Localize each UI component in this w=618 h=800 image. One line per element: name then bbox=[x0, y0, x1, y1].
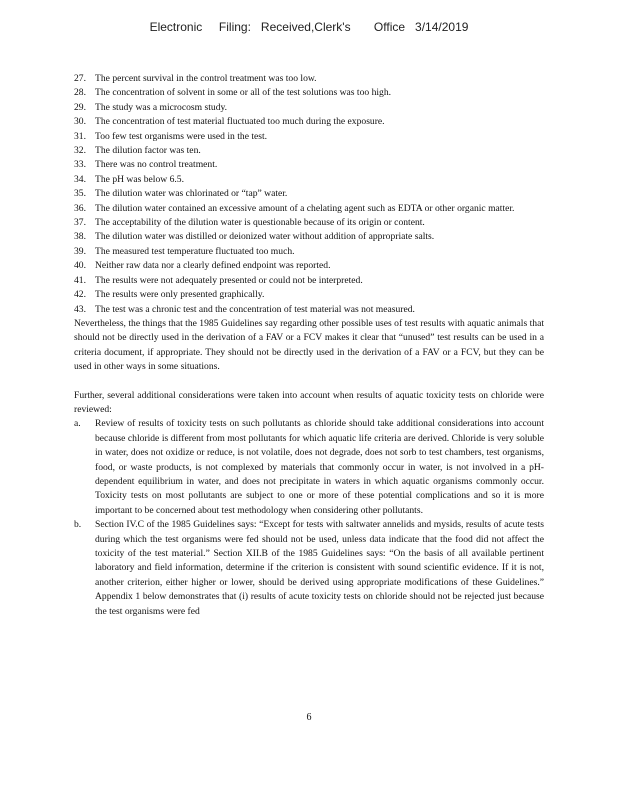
numbered-list-item bbox=[74, 245, 544, 259]
list-item-number: 30. bbox=[74, 116, 86, 128]
numbered-list-item bbox=[74, 101, 544, 115]
list-item-number: 38. bbox=[74, 231, 86, 243]
numbered-list-item bbox=[74, 303, 544, 317]
list-item-text: Neither raw data nor a clearly defined endpoint was reported. bbox=[95, 260, 331, 272]
list-item-text: The results were only presented graphically. bbox=[95, 289, 265, 301]
paragraph-further: Further, several additional considerations were taken into account when results of aquatic toxicity tests on chloride were reviewed: bbox=[74, 389, 544, 415]
paragraph-nevertheless: Nevertheless, the things that the 1985 Guidelines say regarding other possible uses of test results with aquatic animals that should not be directly used in the derivation of a FAV or a FCV makes it clear that “unused” test results can be used in a criteria document, if appropriate. They should not be directly used in the derivation of a FAV or a FCV, but they can be used in other ways in some situations. bbox=[74, 317, 544, 373]
list-item-text: The concentration of test material fluctuated too much during the exposure. bbox=[95, 116, 385, 128]
numbered-list-item bbox=[74, 86, 544, 100]
numbered-list-item bbox=[74, 202, 544, 216]
list-item-text: The study was a microcosm study. bbox=[95, 101, 228, 113]
list-item-number: 27. bbox=[74, 73, 86, 84]
list-item-text: Review of results of toxicity tests on such pollutants as chloride should take additional considerations into account because chloride is different from most pollutants for which aquatic life criteria are derived. Chloride is very soluble in water, does not oxidize or reduce, is not volatile, does not degrade, does not sorb to test chambers, test organisms, food, or waste products, is not complexed by materials that commonly occur in water, is not involved in a pH-dependent equilibrium in water, and does not precipitate in waters in which aquatic organisms commonly occur. Toxicity tests on most pollutants are subject to one or more of these potential complications and so it is more important to be concerned about test methodology when considering other pollutants. bbox=[95, 418, 544, 516]
numbered-list-item bbox=[74, 274, 544, 288]
list-item-number: 35. bbox=[74, 188, 86, 200]
list-item-number: 43. bbox=[74, 303, 86, 315]
list-item-text: The concentration of solvent in some or all of the test solutions was too high. bbox=[95, 87, 392, 99]
list-item-number: 40. bbox=[74, 260, 86, 272]
lettered-considerations-list bbox=[74, 417, 544, 619]
list-item-text: The test was a chronic test and the concentration of test material was not measured. bbox=[95, 303, 415, 315]
list-item-number: 34. bbox=[74, 173, 86, 185]
list-item-text: The dilution water was chlorinated or “tap” water. bbox=[95, 188, 288, 200]
lettered-list-item bbox=[74, 417, 544, 518]
list-item-text: The results were not adequately presented or could not be interpreted. bbox=[95, 274, 363, 286]
list-item-text: The pH was below 6.5. bbox=[95, 173, 184, 185]
numbered-list-item bbox=[74, 144, 544, 158]
numbered-list-item bbox=[74, 216, 544, 230]
list-item-letter: b. bbox=[74, 519, 82, 531]
list-item-number: 39. bbox=[74, 245, 86, 257]
list-item-text: Section IV.C of the 1985 Guidelines says: “Except for tests with saltwater annelids and mysids, results of acute tests during which the test organisms were fed should not be used, unless data indicate that the food did not affect the toxicity of the test material.” Section XII.B of the 1985 Guidelines says: “On the basis of all available pertinent laboratory and field information, determine if the criterion is consistent with sound scientific evidence. If it is not, another criterion, either higher or lower, should be derived using appropriate modifications of these Guidelines.” Appendix 1 below demonstrates that (i) results of acute toxicity tests on chloride should not be rejected just because the test organisms were fed bbox=[95, 519, 544, 617]
numbered-list-item bbox=[74, 115, 544, 129]
list-item-number: 41. bbox=[74, 274, 86, 286]
lettered-list-item bbox=[74, 518, 544, 619]
list-item-number: 36. bbox=[74, 202, 86, 214]
numbered-list-item bbox=[74, 72, 544, 86]
list-item-text: The dilution water was distilled or deionized water without addition of appropriate salts. bbox=[95, 231, 435, 243]
document-body bbox=[74, 72, 544, 619]
numbered-list-item bbox=[74, 173, 544, 187]
list-item-letter: a. bbox=[74, 418, 81, 430]
numbered-list-item bbox=[74, 187, 544, 201]
list-item-number: 29. bbox=[74, 101, 86, 113]
filing-stamp-header: Electronic Filing: Received,Clerk's Office 3/14/2019 bbox=[149, 20, 469, 34]
numbered-list-item bbox=[74, 230, 544, 244]
list-item-text: The acceptability of the dilution water is questionable because of its origin or content. bbox=[95, 217, 425, 229]
list-item-number: 42. bbox=[74, 289, 86, 301]
list-item-text: The dilution water contained an excessive amount of a chelating agent such as EDTA or other organic matter. bbox=[95, 202, 515, 214]
numbered-criteria-list bbox=[74, 72, 544, 317]
list-item-number: 37. bbox=[74, 217, 86, 229]
numbered-list-item bbox=[74, 158, 544, 172]
list-item-text: The percent survival in the control treatment was too low. bbox=[95, 73, 317, 84]
numbered-list-item bbox=[74, 288, 544, 302]
numbered-list-item bbox=[74, 259, 544, 273]
list-item-number: 28. bbox=[74, 87, 86, 99]
list-item-text: The dilution factor was ten. bbox=[95, 145, 201, 157]
list-item-number: 31. bbox=[74, 130, 86, 142]
numbered-list-item bbox=[74, 130, 544, 144]
list-item-text: The measured test temperature fluctuated too much. bbox=[95, 245, 295, 257]
list-item-number: 33. bbox=[74, 159, 86, 171]
list-item-text: Too few test organisms were used in the test. bbox=[95, 130, 268, 142]
list-item-text: There was no control treatment. bbox=[95, 159, 218, 171]
page-number: 6 bbox=[306, 712, 312, 723]
list-item-number: 32. bbox=[74, 145, 86, 157]
